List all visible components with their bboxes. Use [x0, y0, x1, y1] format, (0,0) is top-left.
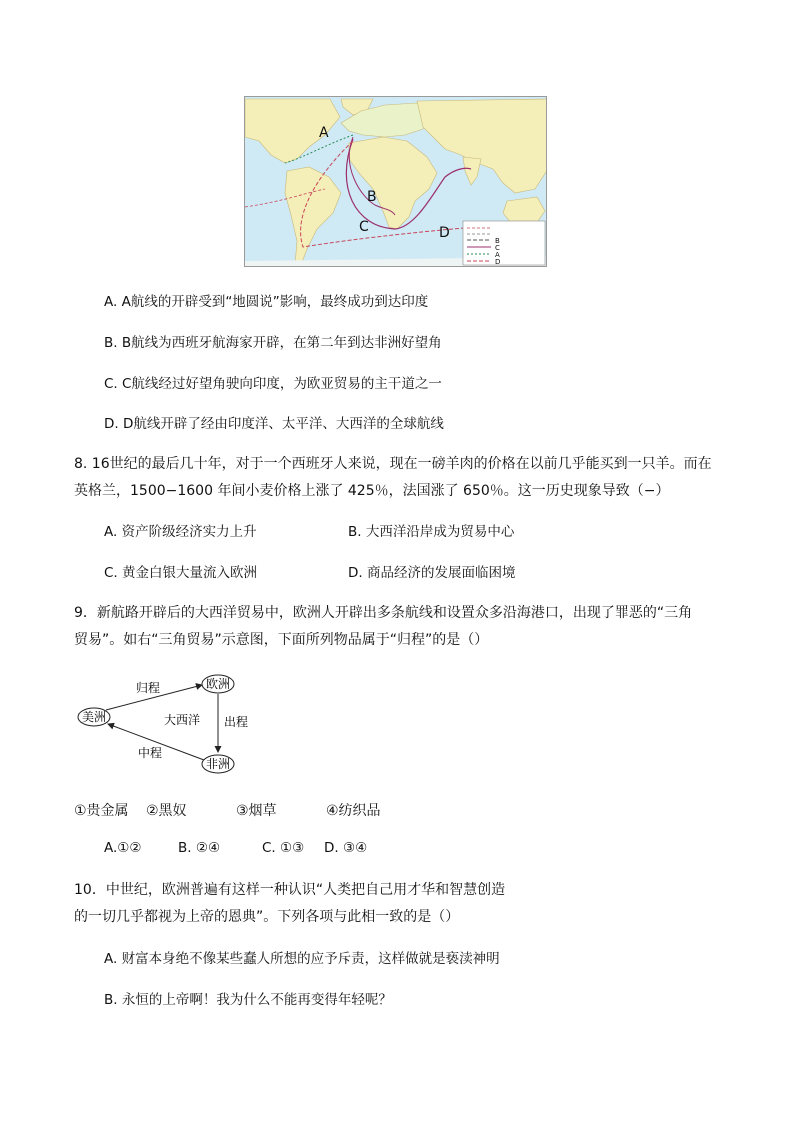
- q10-stem-line1: 10．中世纪，欧洲普遍有这样一种认识“人类把自己用才华和智慧创造: [74, 882, 506, 898]
- q9-answer-b: B. ②④: [178, 840, 221, 856]
- legend-label-d: D: [495, 258, 501, 266]
- route-letter-b: B: [367, 189, 377, 205]
- q9-answer-c: C. ①③: [262, 840, 305, 856]
- q9-stem-line1: 9．新航路开辟后的大西洋贸易中，欧洲人开辟出多条航线和设置众多沿海港口，出现了罪恶的“三角: [74, 605, 693, 621]
- map-legend: [463, 221, 545, 265]
- q7-option-a: A. A航线的开辟受到“地圆说”影响，最终成功到达印度: [104, 294, 429, 310]
- node-america-label: 美洲: [81, 710, 107, 724]
- q9-item-4: ④纺织品: [326, 803, 381, 819]
- q7-option-c: C. C航线经过好望角驶向印度，为欧亚贸易的主干道之一: [104, 376, 442, 392]
- q9-stem-line2: 贸易”。如右“三角贸易”示意图，下面所列物品属于“归程”的是（）: [74, 632, 489, 648]
- triangle-trade-diagram: [74, 668, 264, 780]
- q7-option-d: D. D航线开辟了经由印度洋、太平洋、大西洋的全球航线: [104, 416, 444, 432]
- node-africa-label: 非洲: [205, 757, 231, 771]
- q8-stem-line1: 8. 16世纪的最后几十年，对于一个西班牙人来说，现在一磅羊肉的价格在以前几乎能买到一只羊。而在: [74, 456, 712, 472]
- q10-stem-line2: 的一切几乎都视为上帝的恩典”。下列各项与此相一致的是（）: [74, 909, 460, 925]
- q8-option-c: C. 黄金白银大量流入欧洲: [104, 565, 258, 581]
- route-letter-c: C: [359, 219, 369, 235]
- q10-option-a: A. 财富本身绝不像某些蠢人所想的应予斥责，这样做就是亵渎神明: [104, 951, 500, 967]
- q10-option-b: B. 永恒的上帝啊！我为什么不能再变得年轻呢？: [104, 992, 392, 1008]
- edge-outbound-label: 出程: [224, 715, 249, 729]
- new-routes-map: [244, 96, 547, 267]
- route-letter-d: D: [439, 225, 450, 241]
- legend-label-b: B: [495, 237, 500, 245]
- q9-answer-d: D. ③④: [324, 840, 368, 856]
- q8-option-a: A. 资产阶级经济实力上升: [104, 524, 257, 540]
- q8-option-d: D. 商品经济的发展面临困境: [348, 565, 516, 581]
- q9-item-2: ②黑奴: [146, 803, 187, 819]
- q7-option-b: B. B航线为西班牙航海家开辟，在第二年到达非洲好望角: [104, 335, 442, 351]
- edge-return-label: 归程: [136, 681, 161, 695]
- q9-answer-a: A.①②: [104, 840, 142, 856]
- legend-label-a: A: [495, 251, 500, 259]
- route-letter-a: A: [319, 125, 329, 141]
- center-ocean-label: 大西洋: [164, 713, 201, 727]
- q9-item-1: ①贵金属: [74, 803, 129, 819]
- legend-label-c: C: [495, 244, 500, 252]
- q8-option-b: B. 大西洋沿岸成为贸易中心: [348, 524, 515, 540]
- map-svg: [245, 97, 547, 267]
- edge-middle-label: 中程: [138, 746, 163, 760]
- q8-stem-line2: 英格兰，1500−1600 年间小麦价格上涨了 425％，法国涨了 650％。这一历史现象导致（−）: [74, 483, 670, 499]
- q9-item-3: ③烟草: [236, 803, 277, 819]
- node-europe-label: 欧洲: [205, 677, 231, 691]
